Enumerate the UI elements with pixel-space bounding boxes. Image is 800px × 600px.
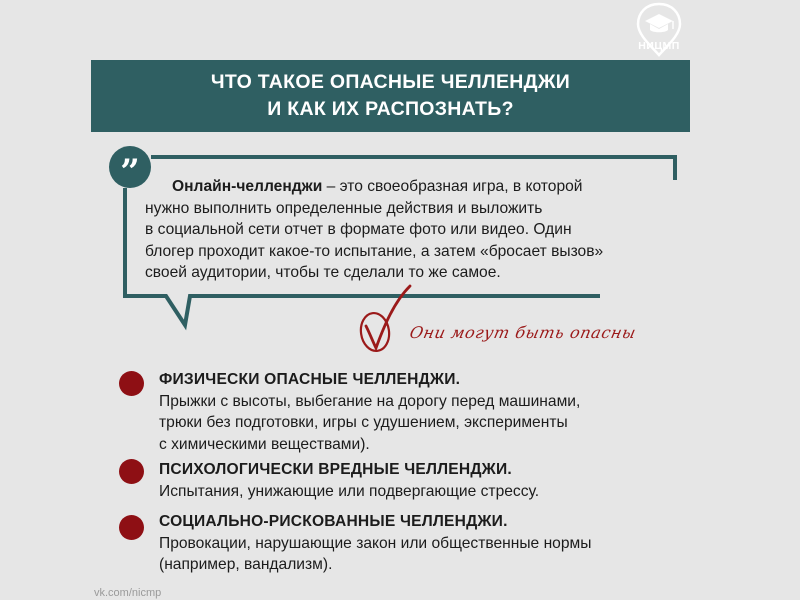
- item-title: ПСИХОЛОГИЧЕСКИ ВРЕДНЫЕ ЧЕЛЛЕНДЖИ.: [159, 461, 512, 478]
- item-title: СОЦИАЛЬНО-РИСКОВАННЫЕ ЧЕЛЛЕНДЖИ.: [159, 513, 508, 530]
- item-text-line: Провокации, нарушающие закон или общественные нормы: [159, 534, 592, 552]
- quote-icon: ”: [109, 146, 151, 188]
- item-text-line: трюки без подготовки, игры с удушением, эксперименты: [159, 414, 568, 431]
- list-item: [159, 511, 679, 576]
- item-text-line: Прыжки с высоты, выбегание на дорогу перед машинами,: [159, 392, 581, 410]
- bullet-dot-1: [119, 371, 144, 396]
- checkmark-circle-icon: [356, 282, 416, 360]
- bullet-dot-2: [119, 459, 144, 484]
- intro-line-2: нужно выполнить определенные действия и выложить: [145, 199, 543, 217]
- bullet-dot-3: [119, 515, 144, 540]
- intro-paragraph: [145, 176, 665, 284]
- intro-term: Онлайн-челленджи: [172, 178, 323, 195]
- intro-line-1-rest: – это своеобразная игра, в которой: [322, 178, 583, 195]
- danger-note: Они могут быть опасны: [407, 323, 638, 342]
- intro-line-5: своей аудитории, чтобы те сделали то же самое.: [145, 264, 501, 281]
- item-text-line: с химическими веществами).: [159, 435, 370, 453]
- item-text-line: (например, вандализм).: [159, 556, 333, 573]
- source-link[interactable]: vk.com/nicmp: [94, 587, 162, 599]
- intro-line-1: [145, 176, 665, 198]
- item-title: ФИЗИЧЕСКИ ОПАСНЫЕ ЧЕЛЛЕНДЖИ.: [159, 371, 461, 388]
- logo-text: НИЦМП: [638, 40, 680, 52]
- intro-line-4: блогер проходит какое-то испытание, а затем «бросает вызов»: [145, 242, 604, 260]
- title-banner: [91, 60, 690, 132]
- list-item: [159, 459, 679, 502]
- intro-line-3: в социальной сети отчет в формате фото или видео. Один: [145, 221, 572, 238]
- list-item: [159, 369, 679, 455]
- item-text-line: Испытания, унижающие или подвергающие стрессу.: [159, 482, 540, 500]
- title-line-1: ЧТО ТАКОЕ ОПАСНЫЕ ЧЕЛЛЕНДЖИ: [210, 71, 571, 93]
- title-line-2: И КАК ИХ РАСПОЗНАТЬ?: [267, 98, 514, 120]
